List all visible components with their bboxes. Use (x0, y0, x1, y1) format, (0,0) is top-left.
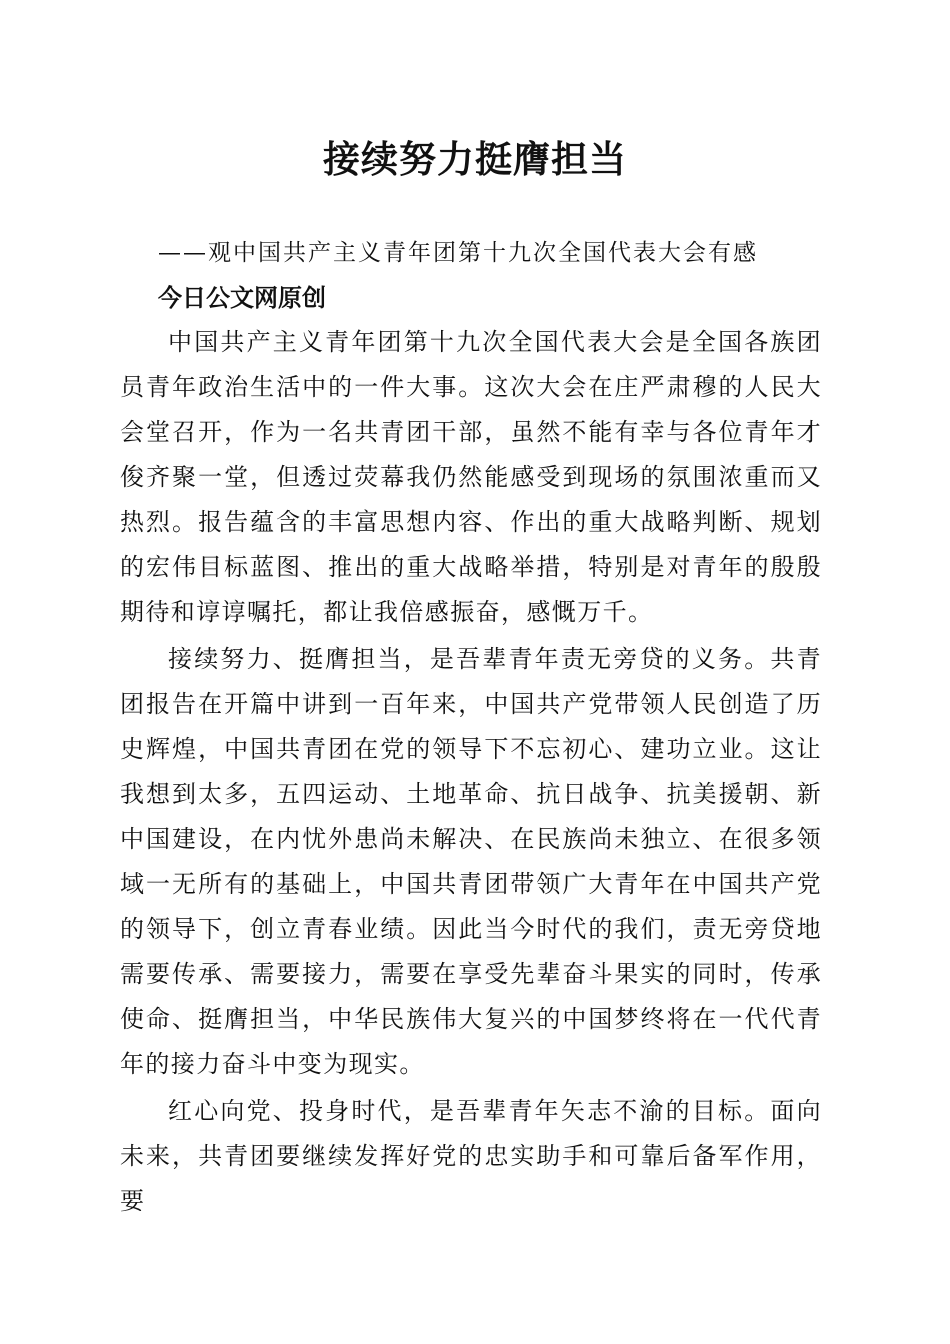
document-title: 接续努力挺膺担当 (323, 137, 627, 181)
document-subtitle: ——观中国共产主义青年团第十九次全国代表大会有感 (158, 240, 758, 266)
document-body (120, 320, 822, 1226)
body-paragraph: 接续努力、挺膺担当，是吾辈青年责无旁贷的义务。共青团报告在开篇中讲到一百年来，中国共产党带领人民创造了历史辉煌，中国共青团在党的领导下不忘初心、建功立业。这让我想到太多，五四运动、土地革命、抗日战争、抗美援朝、新中国建设，在内忧外患尚未解决、在民族尚未独立、在很多领域一无所有的基础上，中国共青团带领广大青年在中国共产党的领导下，创立青春业绩。因此当今时代的我们，责无旁贷地需要传承、需要接力，需要在享受先辈奋斗果实的同时，传承使命、挺膺担当，中华民族伟大复兴的中国梦终将在一代代青年的接力奋斗中变为现实。 (120, 645, 822, 1078)
document-byline: 今日公文网原创 (158, 284, 326, 312)
body-paragraph: 红心向党、投身时代，是吾辈青年矢志不渝的目标。面向未来，共青团要继续发挥好党的忠实助手和可靠后备军作用，要 (120, 1097, 822, 1215)
body-paragraph: 中国共产主义青年团第十九次全国代表大会是全国各族团员青年政治生活中的一件大事。这次大会在庄严肃穆的人民大会堂召开，作为一名共青团干部，虽然不能有幸与各位青年才俊齐聚一堂，但透过荧幕我仍然能感受到现场的氛围浓重而又热烈。报告蕴含的丰富思想内容、作出的重大战略判断、规划的宏伟目标蓝图、推出的重大战略举措，特别是对青年的殷殷期待和谆谆嘱托，都让我倍感振奋，感慨万千。 (120, 328, 822, 626)
